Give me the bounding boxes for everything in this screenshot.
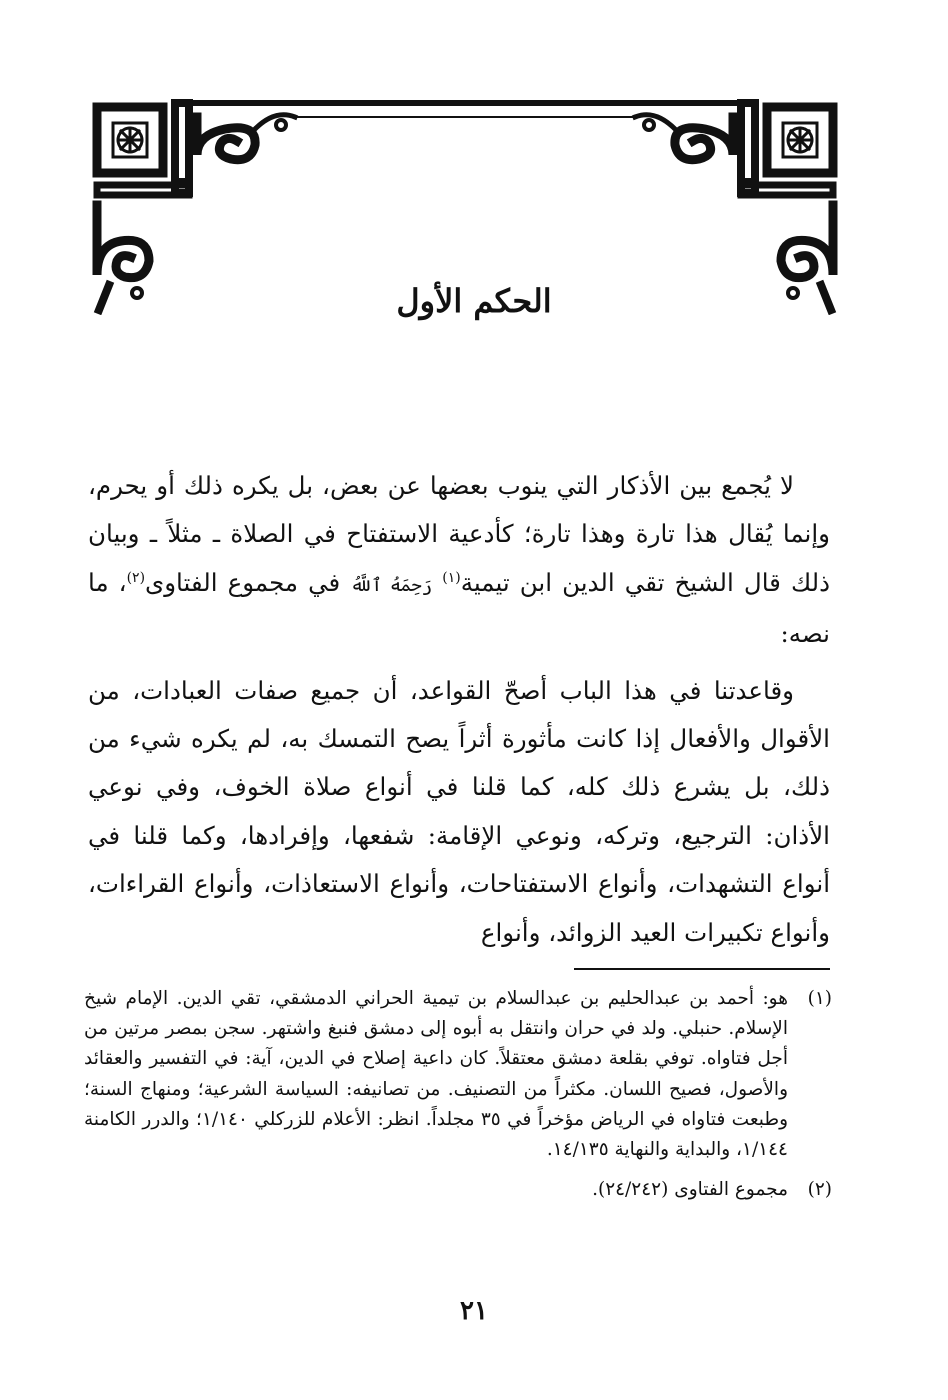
footnote-number: (١) xyxy=(807,988,832,1009)
footnotes xyxy=(84,984,832,1205)
footnote-2 xyxy=(84,1175,832,1205)
paragraph-1 xyxy=(88,462,830,659)
paragraph-1-part-a: لا يُجمع بين الأذكار التي ينوب بعضها عن بعض، بل يكره ذلك أو يحرم، وإنما يُقال هذا تارة وهذا تارة؛ كأدعية الاستفتاح في الصلاة ـ مثلاً ـ وبيان ذلك قال الشيخ تقي الدين ابن تيمية xyxy=(88,471,830,597)
footnote-number: (٢) xyxy=(807,1179,832,1201)
paragraph-2: وقاعدتنا في هذا الباب أصحّ القواعد، أن جميع صفات العبادات، من الأقوال والأفعال إذا كانت مأثورة أثراً يصح التمسك به، لم يكره شيء من ذلك، بل يشرع ذلك كله، كما قلنا في أنواع صلاة الخوف، وفي نوعي الأذان: الترجيع، وتركه، ونوعي الإقامة: شفعها، وإفرادها، وكما قلنا في أنواع التشهدات، وأنواع الاستفتاحات، وأنواع الاستعاذات، وأنواع القراءات، وأنواع تكبيرات العيد الزوائد، وأنواع xyxy=(88,675,830,947)
honorific-phrase: رَحِمَهُ ٱللَّهُ xyxy=(350,574,433,596)
footnote-ref-2: (٢) xyxy=(126,569,146,586)
paragraph-1-part-c: ، ما نصه: xyxy=(88,567,830,649)
paragraph-1-part-b: في مجموع الفتاوى xyxy=(145,567,351,597)
page-number: ٢١ xyxy=(460,1296,488,1326)
footnote-ref-1: (١) xyxy=(442,569,461,586)
footnote-separator xyxy=(574,968,830,970)
footnote-1 xyxy=(84,984,832,1165)
footnote-text: مجموع الفتاوى (٢٤/٢٤٢). xyxy=(592,1179,788,1201)
footnote-text: هو: أحمد بن عبدالحليم بن عبدالسلام بن تيمية الحراني الدمشقي، تقي الدين. الإمام شيخ الإسلام. حنبلي. ولد في حران وانتقل به أبوه إلى دمشق فنبغ واشتهر. سجن بمصر مرتين من أجل فتاواه. توفي بقلعة دمشق معتقلاً. كان داعية إصلاح في الدين، آية: في التفسير والعقائد والأصول، فصيح اللسان. مكثراً من التصنيف. من تصانيفه: السياسة الشرعية؛ ومنهاج السنة؛ وطبعت فتاواه في الرياض مؤخراً في ٣٥ مجلداً. انظر: الأعلام للزركلي ١/١٤٠؛ والدرر الكامنة ١/١٤٤، والبداية والنهاية ١٤/١٣٥. xyxy=(84,988,788,1161)
main-text xyxy=(88,462,830,957)
chapter-title: الحكم الأول xyxy=(396,282,552,320)
